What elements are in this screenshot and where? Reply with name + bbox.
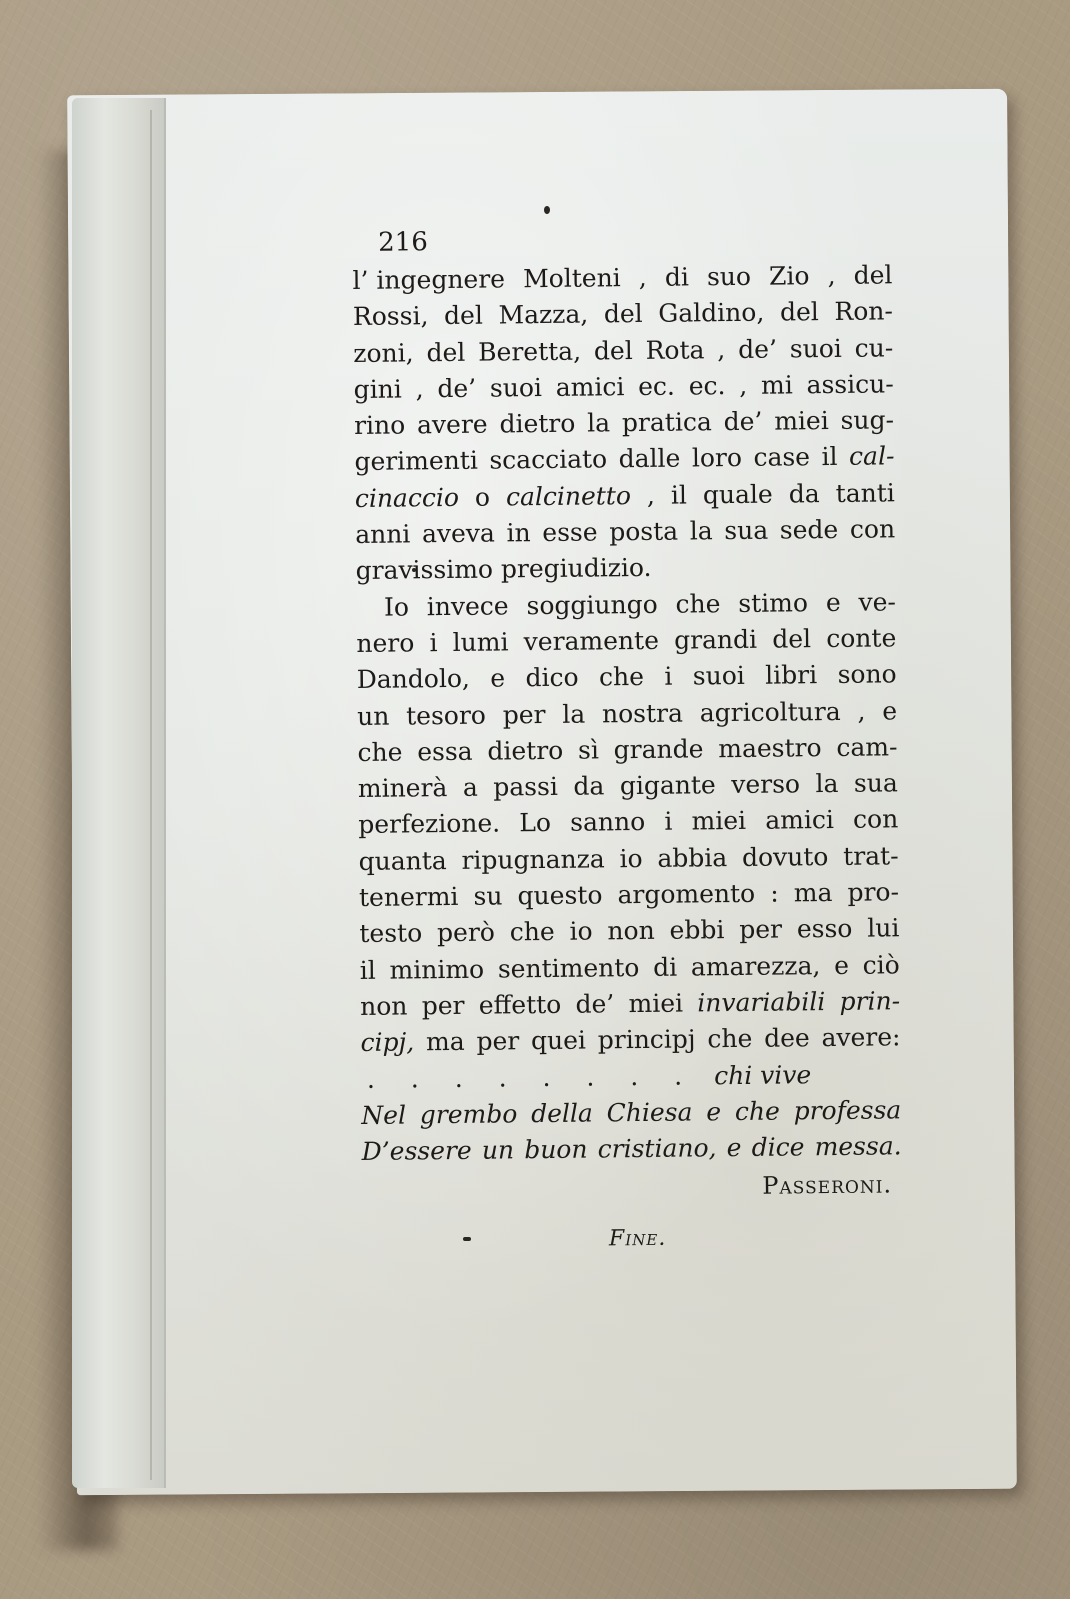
word: i bbox=[664, 661, 673, 692]
word: un bbox=[481, 1135, 515, 1165]
word: suo bbox=[706, 261, 752, 292]
word: aveva bbox=[421, 518, 496, 549]
word: buon bbox=[524, 1134, 588, 1165]
word: grandi bbox=[673, 624, 758, 655]
word: maestro bbox=[718, 732, 822, 764]
word: esse bbox=[542, 517, 598, 548]
word: la bbox=[587, 408, 611, 438]
text-line bbox=[353, 330, 893, 372]
word: ve- bbox=[858, 586, 897, 617]
text-line bbox=[359, 874, 899, 916]
paragraph-2 bbox=[356, 584, 901, 1061]
text-line bbox=[355, 475, 895, 517]
word: o bbox=[474, 482, 491, 512]
verse-fragment: chi vive bbox=[713, 1059, 812, 1090]
word: dovuto bbox=[741, 841, 829, 872]
word: gerimenti bbox=[354, 446, 479, 477]
word: lui bbox=[867, 913, 900, 943]
word: di bbox=[652, 952, 678, 982]
word: che bbox=[357, 737, 403, 767]
word: del bbox=[426, 337, 466, 367]
word: quale bbox=[702, 479, 773, 510]
text-line bbox=[360, 983, 900, 1025]
word: Io bbox=[383, 592, 410, 622]
word: grande bbox=[613, 734, 704, 765]
word: tenermi bbox=[358, 881, 459, 913]
word: in bbox=[506, 518, 531, 548]
word: il bbox=[821, 442, 838, 472]
word: gigante bbox=[619, 770, 716, 801]
word: veramente bbox=[523, 625, 660, 657]
text-line bbox=[359, 911, 899, 953]
word: avere bbox=[416, 409, 488, 440]
word: miei bbox=[691, 806, 747, 836]
text-line bbox=[357, 693, 897, 735]
word: sede bbox=[779, 515, 839, 545]
text-line bbox=[360, 947, 900, 989]
word: della bbox=[531, 1098, 594, 1128]
word: : bbox=[770, 878, 779, 908]
word: anni bbox=[355, 519, 411, 550]
word: grembo bbox=[419, 1099, 518, 1130]
word: sì bbox=[577, 735, 600, 765]
text-line bbox=[358, 838, 898, 880]
word: suoi bbox=[789, 333, 842, 364]
word: minerà bbox=[357, 773, 448, 804]
text-line bbox=[358, 802, 898, 844]
word: ec. bbox=[688, 370, 726, 401]
word: e bbox=[490, 663, 506, 693]
word: perfezione. bbox=[358, 808, 501, 840]
word: però bbox=[436, 917, 496, 948]
word: abbia bbox=[657, 842, 728, 873]
text-line bbox=[352, 257, 892, 299]
word: cipj, bbox=[360, 1027, 415, 1058]
word: Galdino, bbox=[658, 297, 765, 329]
word: del bbox=[603, 299, 643, 329]
word: del bbox=[853, 260, 893, 290]
word: Ron- bbox=[834, 296, 894, 327]
word: che bbox=[675, 588, 721, 619]
word: il bbox=[670, 480, 688, 510]
word: su bbox=[473, 881, 503, 911]
printed-page bbox=[352, 219, 903, 1260]
word: de’ bbox=[738, 334, 778, 364]
word: lumi bbox=[452, 627, 509, 657]
word: l’ ingegnere bbox=[352, 264, 506, 295]
word: cam- bbox=[836, 732, 898, 762]
word: invece bbox=[426, 591, 509, 621]
page-number: 216 bbox=[378, 227, 428, 258]
word: miei bbox=[628, 988, 684, 1019]
word: principj bbox=[597, 1024, 696, 1055]
word: essa bbox=[417, 736, 473, 767]
word: soggiungo bbox=[526, 589, 658, 620]
word: agricoltura bbox=[699, 696, 841, 727]
word: calcinetto bbox=[505, 480, 632, 512]
word: mi bbox=[760, 370, 793, 400]
ellipsis-dots: . . . . . . . . bbox=[366, 1060, 697, 1094]
word: dico bbox=[525, 662, 579, 693]
word: loro bbox=[691, 443, 743, 473]
word: gini bbox=[353, 374, 402, 404]
word: posta bbox=[609, 516, 679, 547]
word: ciò bbox=[862, 949, 900, 980]
word: assicu- bbox=[806, 369, 894, 400]
word: e bbox=[882, 695, 898, 726]
word: e bbox=[833, 950, 850, 980]
word: del bbox=[593, 335, 633, 366]
word: passi bbox=[493, 772, 559, 802]
end-mark: Fine. bbox=[608, 1226, 667, 1252]
word: Beretta, bbox=[478, 336, 582, 367]
text-line bbox=[354, 403, 894, 445]
word: tesoro bbox=[406, 700, 487, 731]
word: professa bbox=[793, 1095, 902, 1126]
word: non bbox=[360, 991, 408, 1021]
word: il bbox=[359, 955, 376, 985]
word: verso bbox=[731, 769, 801, 800]
word: rino bbox=[353, 410, 406, 441]
word: dalle bbox=[618, 444, 681, 474]
word: argomento bbox=[617, 878, 756, 910]
word: ebbi bbox=[669, 915, 725, 946]
word: un bbox=[356, 701, 390, 731]
word: i bbox=[664, 807, 673, 837]
word: dietro bbox=[487, 735, 564, 766]
verse-quote bbox=[361, 1056, 903, 1211]
word: ripugnanza bbox=[461, 844, 605, 875]
text-line bbox=[360, 1020, 900, 1062]
word: del bbox=[779, 297, 819, 327]
text-line bbox=[358, 765, 898, 807]
word: questo bbox=[517, 880, 603, 911]
word: i bbox=[429, 628, 438, 658]
word: scacciato bbox=[489, 444, 608, 476]
word: libri bbox=[765, 660, 818, 690]
word: cal- bbox=[848, 441, 895, 472]
word: de’ bbox=[723, 406, 763, 437]
word: nostra bbox=[601, 698, 684, 728]
verse-line bbox=[361, 1056, 901, 1098]
word: e bbox=[726, 1133, 742, 1163]
word: con bbox=[849, 514, 896, 544]
word: Mazza, bbox=[498, 299, 589, 330]
word: Lo bbox=[519, 808, 552, 838]
word: Rossi, bbox=[352, 301, 429, 332]
paragraph-1 bbox=[352, 257, 895, 589]
word: Dandolo, bbox=[356, 664, 471, 695]
quote-attribution: Passeroni. bbox=[762, 1170, 893, 1201]
word: di bbox=[664, 262, 690, 292]
text-line bbox=[355, 548, 895, 590]
spine-fold-line bbox=[150, 110, 152, 1480]
ink-speck bbox=[544, 206, 550, 214]
word: stimo bbox=[738, 587, 809, 618]
word: suoi bbox=[692, 661, 745, 691]
text-line bbox=[357, 729, 897, 771]
word: sug- bbox=[840, 405, 895, 436]
word: del bbox=[443, 300, 484, 331]
word: zoni, bbox=[353, 337, 414, 368]
word: cristiano, bbox=[597, 1133, 717, 1164]
word: de’ bbox=[575, 989, 615, 1019]
word: la bbox=[815, 769, 839, 799]
word: per bbox=[476, 1026, 520, 1056]
text-line bbox=[356, 620, 896, 662]
word: , bbox=[717, 334, 726, 364]
word: cu- bbox=[854, 332, 894, 363]
word: che bbox=[707, 1024, 753, 1054]
word: ma bbox=[793, 878, 833, 908]
verse-line bbox=[361, 1092, 901, 1134]
word: gravissimo pregiudizio. bbox=[355, 553, 652, 586]
word: case bbox=[753, 442, 811, 473]
word: dice bbox=[751, 1132, 805, 1162]
word: D’essere bbox=[361, 1135, 472, 1167]
word: che bbox=[598, 662, 645, 692]
word: io bbox=[619, 843, 643, 873]
word: ma bbox=[425, 1027, 465, 1057]
word: miei bbox=[774, 406, 829, 436]
word: nero bbox=[356, 628, 415, 658]
word: ec. bbox=[638, 371, 676, 401]
word: , bbox=[415, 374, 424, 404]
word: de’ bbox=[437, 373, 477, 404]
text-line bbox=[353, 294, 893, 336]
text-line bbox=[357, 657, 897, 699]
word: , bbox=[827, 260, 836, 291]
text-line bbox=[354, 366, 894, 408]
text-line bbox=[356, 584, 896, 626]
word: per bbox=[739, 914, 783, 945]
word: , bbox=[638, 262, 647, 292]
word: avere: bbox=[821, 1022, 901, 1053]
word: con bbox=[852, 804, 899, 835]
word: sono bbox=[837, 659, 897, 690]
word: e bbox=[825, 587, 841, 617]
word: quanta bbox=[358, 845, 447, 876]
word: dietro bbox=[499, 408, 576, 439]
word: da bbox=[573, 771, 605, 801]
word: Molteni bbox=[522, 263, 621, 294]
word: per bbox=[502, 699, 546, 730]
word: amici bbox=[555, 372, 625, 402]
word: Chiesa bbox=[606, 1097, 693, 1128]
word: sua bbox=[724, 515, 769, 546]
word: per bbox=[421, 990, 465, 1021]
word: suoi bbox=[489, 372, 543, 403]
word: tanti bbox=[835, 478, 895, 508]
word: Nel bbox=[361, 1100, 407, 1130]
word: a bbox=[462, 772, 478, 803]
word: conte bbox=[826, 623, 897, 654]
word: la bbox=[689, 516, 713, 546]
word: sua bbox=[853, 768, 898, 798]
word: sanno bbox=[570, 807, 646, 838]
word: testo bbox=[359, 918, 423, 949]
word: sentimento bbox=[497, 952, 640, 984]
word: , bbox=[857, 696, 866, 726]
text-line bbox=[354, 439, 894, 481]
word: esso bbox=[796, 914, 853, 944]
word: effetto bbox=[478, 989, 562, 1020]
word: messa. bbox=[814, 1131, 902, 1162]
word: , bbox=[646, 480, 656, 510]
word: prin- bbox=[839, 986, 901, 1016]
word: amarezza, bbox=[690, 950, 821, 982]
word: minimo bbox=[389, 954, 485, 985]
word: del bbox=[772, 624, 812, 654]
verse-line bbox=[362, 1128, 902, 1170]
word: non bbox=[607, 916, 655, 946]
word: che bbox=[509, 917, 555, 947]
word: trat- bbox=[843, 841, 899, 871]
word: pratica bbox=[621, 407, 712, 438]
word: cinaccio bbox=[354, 482, 460, 513]
word: la bbox=[562, 699, 586, 729]
word: e bbox=[706, 1097, 722, 1127]
word: , bbox=[739, 370, 748, 400]
word: invariabili bbox=[697, 987, 826, 1018]
word: Zio bbox=[768, 261, 810, 291]
word: quei bbox=[530, 1025, 587, 1056]
word: io bbox=[569, 916, 593, 947]
word: pro- bbox=[847, 877, 900, 907]
word: da bbox=[788, 478, 820, 509]
word: che bbox=[734, 1096, 780, 1126]
text-line bbox=[355, 511, 895, 553]
word: Rota bbox=[645, 334, 705, 365]
word: amici bbox=[765, 805, 835, 836]
word: dee bbox=[763, 1023, 810, 1053]
